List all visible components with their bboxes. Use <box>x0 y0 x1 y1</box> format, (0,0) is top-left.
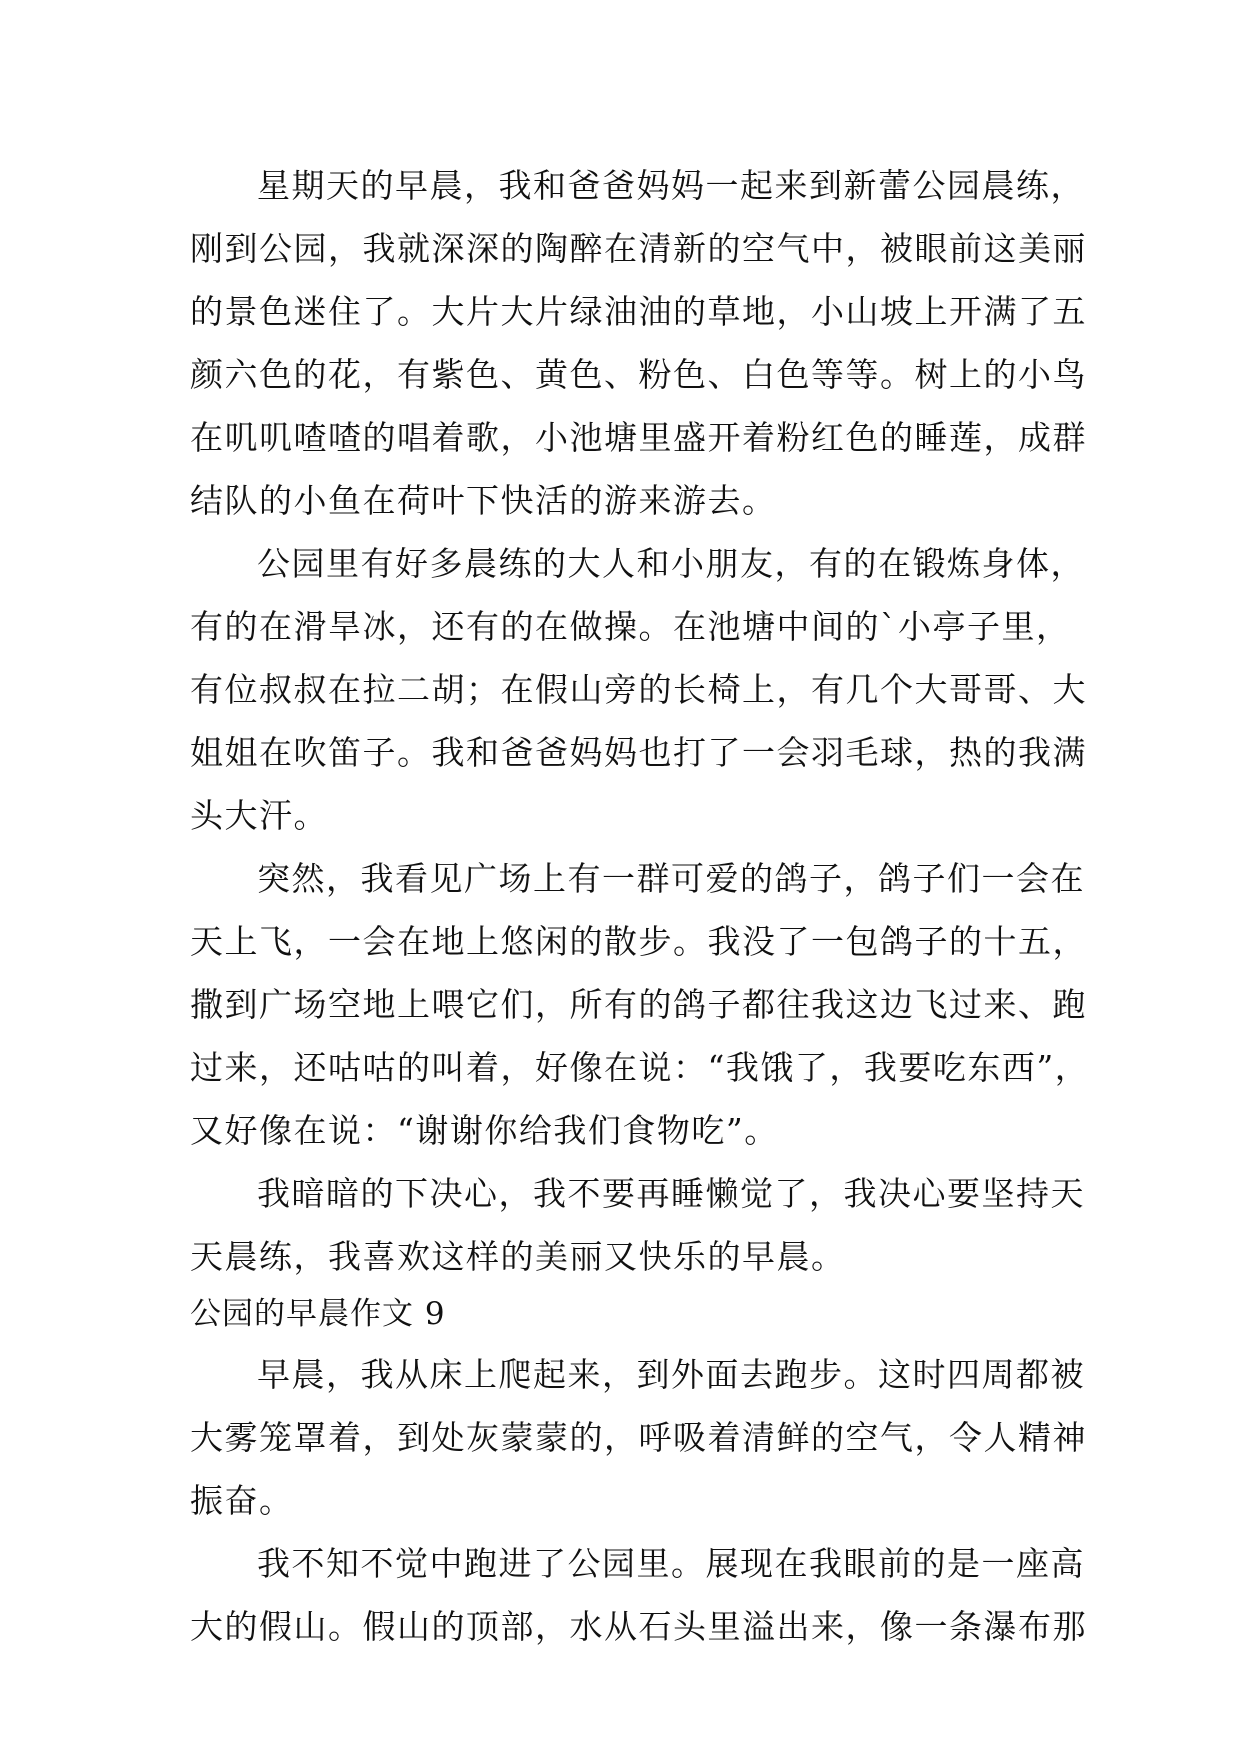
paragraph-3-line-1: 突然，我看见广场上有一群可爱的鸽子，鸽子们一会在 <box>257 859 1085 898</box>
paragraph-2-line-3: 有位叔叔在拉二胡；在假山旁的长椅上，有几个大哥哥、大 <box>190 670 1087 709</box>
paragraph-5-line-1: 早晨，我从床上爬起来，到外面去跑步。这时四周都被 <box>257 1355 1085 1394</box>
paragraph-1-line-3: 的景色迷住了。大片大片绿油油的草地，小山坡上开满了五 <box>190 292 1087 331</box>
paragraph-4-line-1: 我暗暗的下决心，我不要再睡懒觉了，我决心要坚持天 <box>257 1174 1085 1213</box>
paragraph-4-line-2: 天晨练，我喜欢这样的美丽又快乐的早晨。 <box>190 1237 846 1276</box>
paragraph-1-line-1: 星期天的早晨，我和爸爸妈妈一起来到新蕾公园晨练， <box>257 166 1085 205</box>
paragraph-3-line-4: 过来，还咕咕的叫着，好像在说：“我饿了，我要吃东西”， <box>190 1048 1090 1087</box>
paragraph-6-line-2: 大的假山。假山的顶部，水从石头里溢出来，像一条瀑布那 <box>190 1607 1087 1646</box>
paragraph-1-line-6: 结队的小鱼在荷叶下快活的游来游去。 <box>190 481 777 520</box>
paragraph-2-line-5: 头大汗。 <box>190 796 328 835</box>
paragraph-5-line-2: 大雾笼罩着，到处灰蒙蒙的，呼吸着清鲜的空气，令人精神 <box>190 1418 1087 1457</box>
paragraph-2-line-1: 公园里有好多晨练的大人和小朋友，有的在锻炼身体， <box>257 544 1085 583</box>
paragraph-1-line-4: 颜六色的花，有紫色、黄色、粉色、白色等等。树上的小鸟 <box>190 355 1087 394</box>
paragraph-3-line-3: 撒到广场空地上喂它们，所有的鸽子都往我这边飞过来、跑 <box>190 985 1087 1024</box>
paragraph-5-line-3: 振奋。 <box>190 1481 294 1520</box>
paragraph-1-line-5: 在叽叽喳喳的唱着歌，小池塘里盛开着粉红色的睡莲，成群 <box>190 418 1087 457</box>
paragraph-6-line-1: 我不知不觉中跑进了公园里。展现在我眼前的是一座高 <box>257 1544 1085 1583</box>
paragraph-2-line-2: 有的在滑旱冰，还有的在做操。在池塘中间的`小亭子里， <box>190 607 1071 646</box>
paragraph-1-line-2: 刚到公园，我就深深的陶醉在清新的空气中，被眼前这美丽 <box>190 229 1087 268</box>
section-heading: 公园的早晨作文 9 <box>190 1296 446 1332</box>
paragraph-3-line-2: 天上飞，一会在地上悠闲的散步。我没了一包鸽子的十五， <box>190 922 1087 961</box>
paragraph-3-line-5: 又好像在说：“谢谢你给我们食物吃”。 <box>190 1111 779 1150</box>
paragraph-2-line-4: 姐姐在吹笛子。我和爸爸妈妈也打了一会羽毛球，热的我满 <box>190 733 1087 772</box>
